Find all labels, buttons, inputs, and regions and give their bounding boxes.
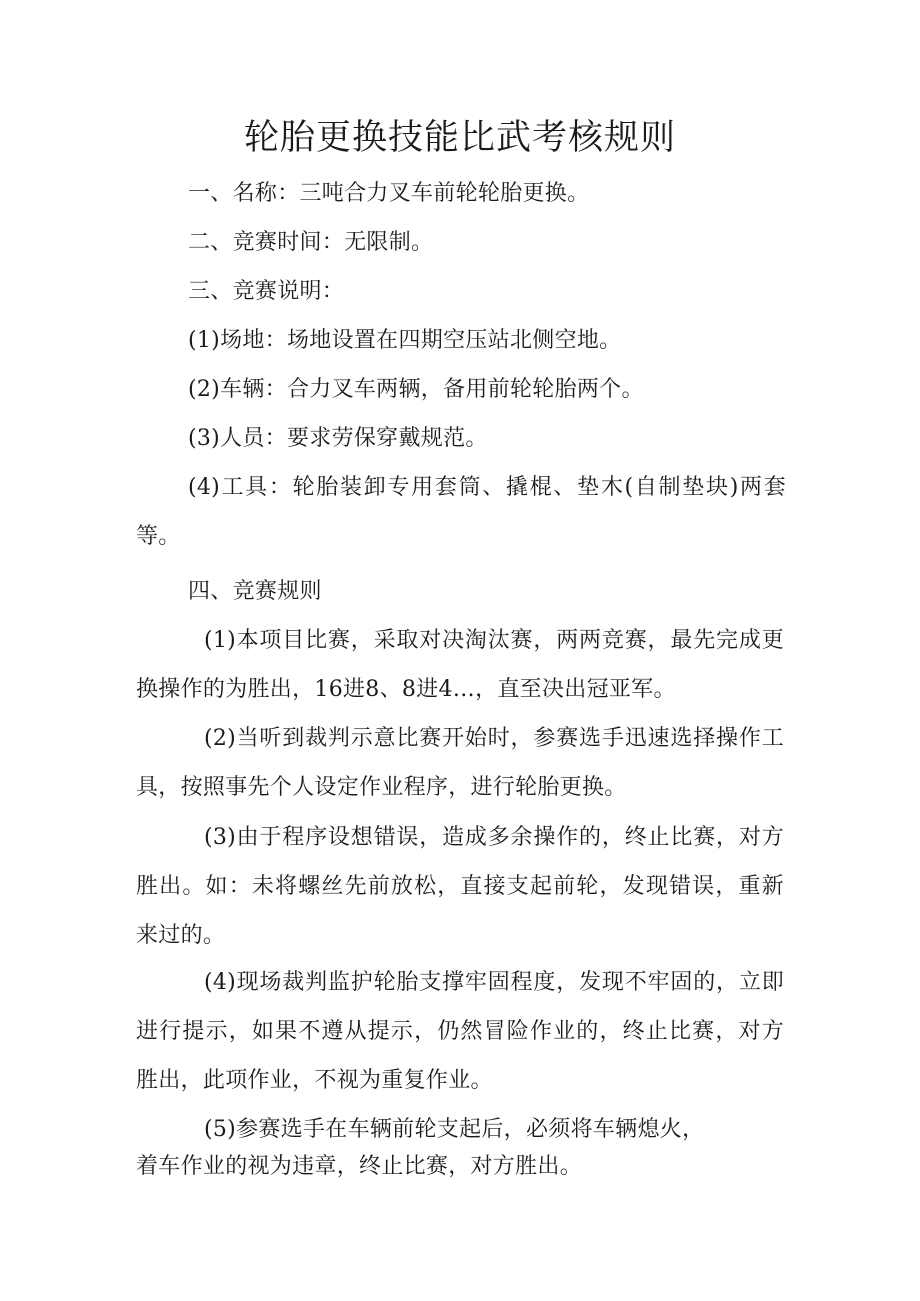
section-1-name: 一、名称：三吨合力叉车前轮轮胎更换。 bbox=[188, 181, 590, 206]
item-tools-line-1: (4)工具：轮胎装卸专用套筒、撬棍、垫木(自制垫块)两套 bbox=[188, 475, 786, 500]
document-title: 轮胎更换技能比武考核规则 bbox=[243, 118, 676, 158]
rule-5-line-1: (5)参赛选手在车辆前轮支起后，必须将车辆熄火， bbox=[204, 1117, 705, 1142]
rule-4-line-2: 进行提示，如果不遵从提示，仍然冒险作业的，终止比赛，对方 bbox=[136, 1019, 784, 1044]
rule-3-line-2: 胜出。如：未将螺丝先前放松，直接支起前轮，发现错误，重新 bbox=[136, 874, 784, 899]
rule-4-line-1: (4)现场裁判监护轮胎支撑牢固程度，发现不牢固的，立即 bbox=[204, 970, 784, 995]
item-personnel: (3)人员：要求劳保穿戴规范。 bbox=[188, 426, 488, 451]
rule-1-line-1: (1)本项目比赛，采取对决淘汰赛，两两竞赛，最先完成更 bbox=[204, 628, 784, 653]
rule-1-line-2: 换操作的为胜出，16进8、8进4…，直至决出冠亚军。 bbox=[136, 677, 676, 702]
rule-3-line-1: (3)由于程序设想错误，造成多余操作的，终止比赛，对方 bbox=[204, 825, 784, 850]
rule-2-line-2: 具，按照事先个人设定作业程序，进行轮胎更换。 bbox=[136, 775, 627, 800]
item-venue: (1)场地：场地设置在四期空压站北侧空地。 bbox=[188, 328, 622, 353]
item-vehicles: (2)车辆：合力叉车两辆，备用前轮轮胎两个。 bbox=[188, 377, 644, 402]
rule-3-line-3: 来过的。 bbox=[136, 923, 226, 948]
rule-2-line-1: (2)当听到裁判示意比赛开始时，参赛选手迅速选择操作工 bbox=[204, 726, 784, 751]
rule-5-line-2: 着车作业的视为违章，终止比赛，对方胜出。 bbox=[136, 1154, 583, 1179]
rule-4-line-3: 胜出，此项作业，不视为重复作业。 bbox=[136, 1068, 493, 1093]
section-4-heading: 四、竞赛规则 bbox=[188, 579, 322, 604]
section-2-time: 二、竞赛时间：无限制。 bbox=[188, 230, 434, 255]
section-3-heading: 三、竞赛说明： bbox=[188, 279, 345, 304]
item-tools-line-2: 等。 bbox=[136, 524, 181, 549]
